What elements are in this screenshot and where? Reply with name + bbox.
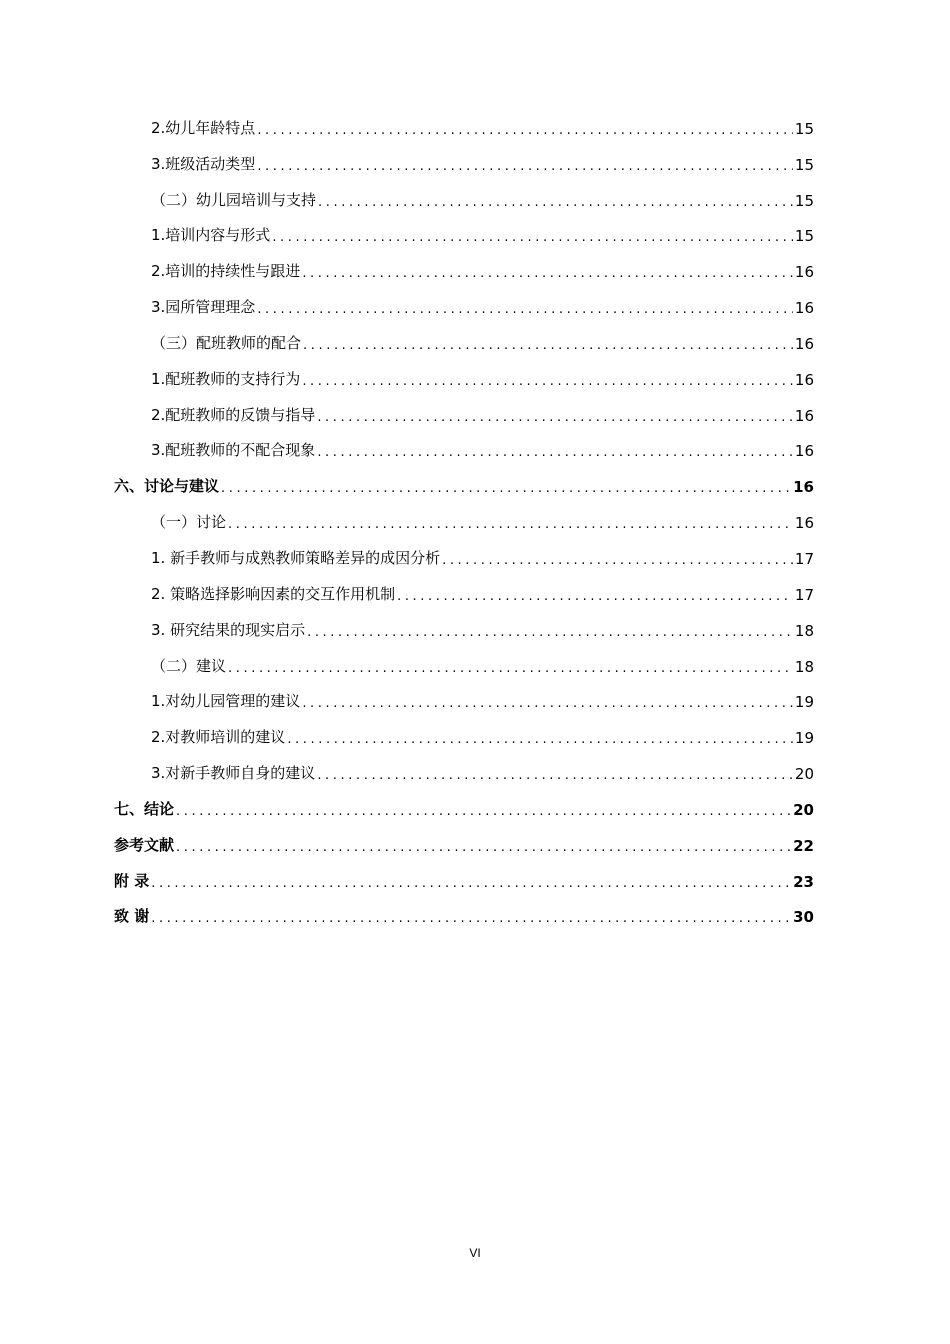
- toc-dot-leader: [442, 553, 793, 576]
- toc-entry[interactable]: [114, 289, 814, 325]
- toc-entry-title: 六、讨论与建议: [114, 477, 220, 496]
- toc-dot-leader: [303, 338, 793, 361]
- toc-entry-page: 16: [794, 442, 814, 461]
- toc-entry-title: 1.培训内容与形式: [151, 226, 271, 245]
- toc-entry[interactable]: [114, 648, 814, 684]
- toc-entry[interactable]: [114, 146, 814, 182]
- toc-dot-leader: [228, 517, 793, 540]
- toc-entry[interactable]: [114, 433, 814, 469]
- toc-entry-page: 20: [794, 765, 814, 784]
- toc-entry-title: 1.配班教师的支持行为: [151, 369, 301, 388]
- toc-entry[interactable]: [114, 684, 814, 720]
- toc-entry[interactable]: [114, 612, 814, 648]
- toc-dot-leader: [221, 481, 791, 504]
- toc-entry[interactable]: [114, 361, 814, 397]
- toc-entry[interactable]: [114, 755, 814, 791]
- toc-dot-leader: [302, 696, 793, 719]
- toc-entry-title: 2.配班教师的反馈与指导: [151, 405, 316, 424]
- toc-entry-title: （三）配班教师的配合: [151, 333, 302, 352]
- toc-dot-leader: [151, 911, 791, 934]
- toc-dot-leader: [302, 266, 793, 289]
- toc-entry-page: 15: [794, 227, 814, 246]
- toc-entry[interactable]: [114, 325, 814, 361]
- toc-entry[interactable]: [114, 110, 814, 146]
- toc-entry[interactable]: [114, 468, 814, 504]
- toc-dot-leader: [287, 732, 793, 755]
- toc-entry-title: 2.培训的持续性与跟进: [151, 262, 301, 281]
- toc-entry[interactable]: [114, 791, 814, 827]
- toc-entry[interactable]: [114, 218, 814, 254]
- toc-dot-leader: [318, 195, 793, 218]
- toc-dot-leader: [257, 302, 793, 325]
- toc-entry-page: 16: [794, 406, 814, 425]
- toc-entry[interactable]: [114, 899, 814, 935]
- toc-dot-leader: [317, 768, 793, 791]
- toc-entry-page: 19: [794, 729, 814, 748]
- toc-entry-title: 2.对教师培训的建议: [151, 728, 286, 747]
- toc-entry-title: 3.对新手教师自身的建议: [151, 764, 316, 783]
- toc-entry-page: 23: [793, 872, 814, 891]
- toc-entry-page: 16: [794, 370, 814, 389]
- toc-entry[interactable]: [114, 576, 814, 612]
- toc-dot-leader: [317, 410, 793, 433]
- toc-entry-page: 17: [794, 585, 814, 604]
- toc-entry-title: 附 录: [114, 871, 150, 890]
- toc-entry[interactable]: [114, 540, 814, 576]
- toc-entry-page: 15: [794, 191, 814, 210]
- toc-entry-page: 15: [794, 155, 814, 174]
- toc-entry-title: 2. 策略选择影响因素的交互作用机制: [151, 584, 396, 603]
- toc-entry-page: 19: [794, 693, 814, 712]
- toc-entry-title: 3.班级活动类型: [151, 154, 256, 173]
- toc-entry-title: 3.配班教师的不配合现象: [151, 441, 316, 460]
- toc-entry[interactable]: [114, 253, 814, 289]
- toc-entry-page: 15: [794, 119, 814, 138]
- toc-dot-leader: [302, 374, 793, 397]
- toc-entry-title: 3.园所管理理念: [151, 298, 256, 317]
- page-number: VI: [469, 1246, 481, 1260]
- toc-entry-title: 1.对幼儿园管理的建议: [151, 692, 301, 711]
- toc-entry-page: 18: [794, 657, 814, 676]
- toc-entry-page: 17: [794, 549, 814, 568]
- toc-entry-page: 30: [793, 908, 814, 927]
- toc-entry-title: （二）幼儿园培训与支持: [151, 190, 317, 209]
- toc-dot-leader: [257, 123, 793, 146]
- toc-entry[interactable]: [114, 863, 814, 899]
- toc-entry-title: 3. 研究结果的现实启示: [151, 620, 306, 639]
- toc-dot-leader: [151, 876, 791, 899]
- toc-entry-title: 2.幼儿年龄特点: [151, 118, 256, 137]
- toc-entry-page: 16: [794, 263, 814, 282]
- toc-entry-page: 16: [793, 478, 814, 497]
- toc-entry[interactable]: [114, 719, 814, 755]
- toc-entry-title: 七、结论: [114, 799, 175, 818]
- toc-entry-title: 1. 新手教师与成熟教师策略差异的成因分析: [151, 548, 441, 567]
- toc-entry-page: 22: [793, 836, 814, 855]
- toc-entry[interactable]: [114, 397, 814, 433]
- toc-entry-page: 18: [794, 621, 814, 640]
- toc-dot-leader: [307, 625, 793, 648]
- toc-entry-page: 20: [793, 800, 814, 819]
- toc-entry-title: 致 谢: [114, 907, 150, 926]
- toc-entry-title: （二）建议: [151, 656, 227, 675]
- toc-dot-leader: [228, 661, 793, 684]
- toc-dot-leader: [176, 840, 791, 863]
- toc-entry-page: 16: [794, 334, 814, 353]
- table-of-contents: [114, 110, 814, 934]
- toc-dot-leader: [257, 159, 793, 182]
- toc-dot-leader: [272, 230, 793, 253]
- toc-entry-page: 16: [794, 514, 814, 533]
- toc-entry[interactable]: [114, 504, 814, 540]
- toc-entry-page: 16: [794, 299, 814, 318]
- toc-entry-title: （一）讨论: [151, 513, 227, 532]
- toc-dot-leader: [397, 589, 793, 612]
- toc-dot-leader: [317, 445, 793, 468]
- toc-entry-title: 参考文献: [114, 835, 175, 854]
- toc-dot-leader: [176, 804, 791, 827]
- toc-entry[interactable]: [114, 182, 814, 218]
- toc-entry[interactable]: [114, 827, 814, 863]
